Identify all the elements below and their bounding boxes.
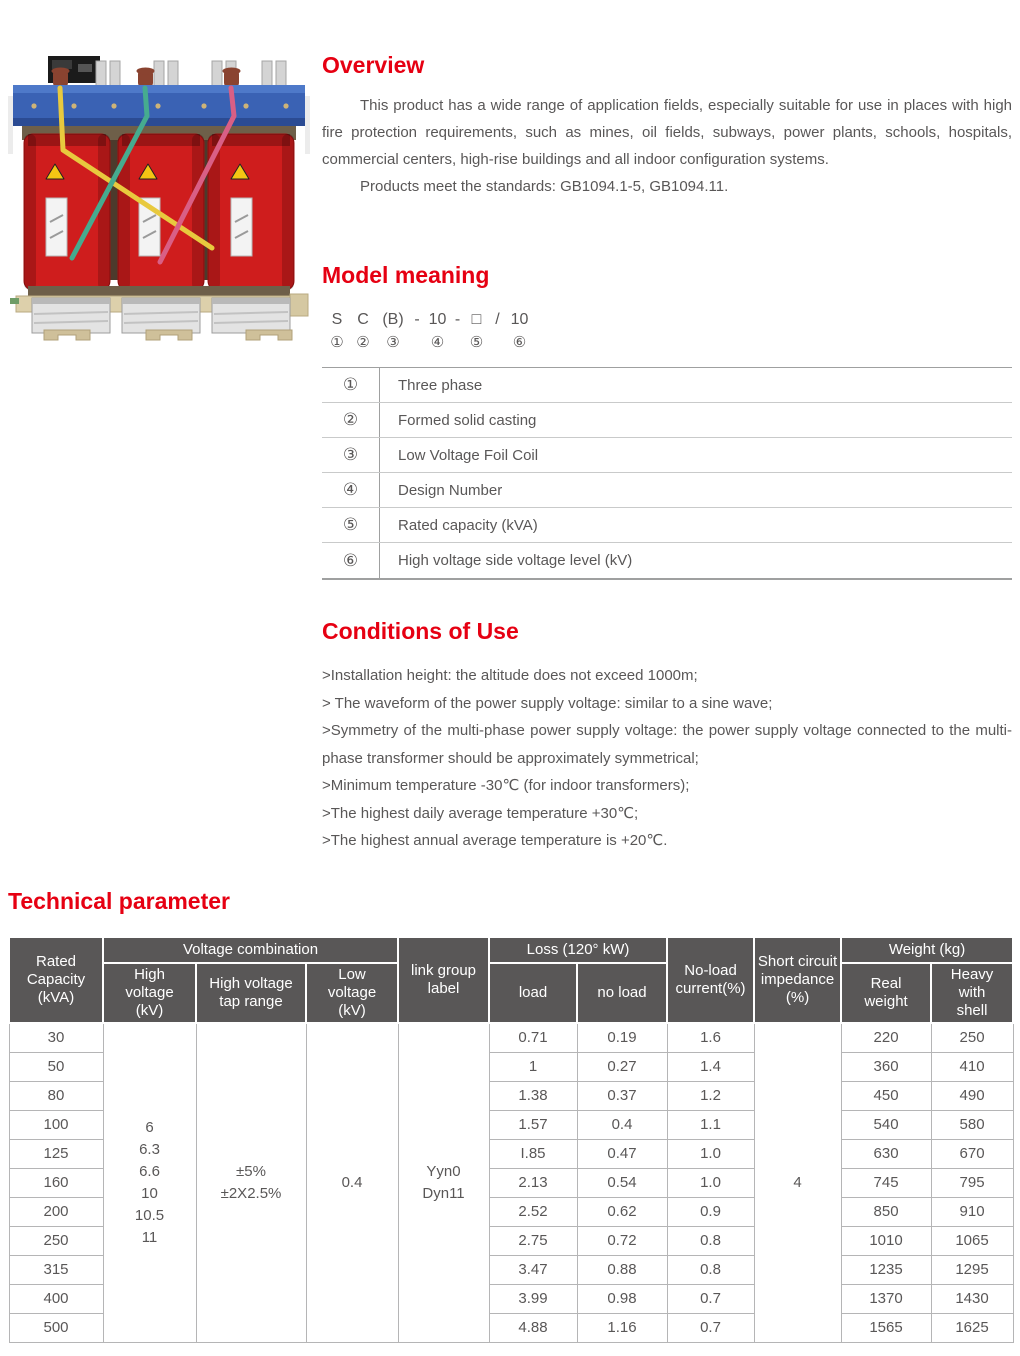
- cell-no-load-current: 1.6: [667, 1023, 754, 1052]
- cell-rated-capacity: 125: [9, 1139, 103, 1168]
- cell-link-group-merged: [398, 1023, 489, 1342]
- cell-no-load: 1.16: [577, 1313, 667, 1342]
- model-meaning-row: [322, 473, 1012, 508]
- cell-heavy-with-shell: 1065: [931, 1226, 1013, 1255]
- product-image: [8, 52, 310, 344]
- cell-heavy-with-shell: 1295: [931, 1255, 1013, 1284]
- col-header-loss: Loss (120° kW): [489, 937, 667, 963]
- transformer-photo: [8, 52, 310, 344]
- header-row-2: [9, 963, 1013, 1023]
- model-code-part: (B) ③: [382, 311, 404, 351]
- model-meaning-section: [322, 262, 1012, 580]
- cell-rated-capacity: 160: [9, 1168, 103, 1197]
- model-meaning-heading: Model meaning: [322, 262, 490, 288]
- cell-load: I.85: [489, 1139, 577, 1168]
- cell-no-load-current: 0.7: [667, 1284, 754, 1313]
- cell-no-load: 0.54: [577, 1168, 667, 1197]
- merged-value-line: ±5%: [236, 1162, 266, 1180]
- model-meaning-row: [322, 438, 1012, 473]
- cell-real-weight: 1235: [841, 1255, 931, 1284]
- cell-heavy-with-shell: 795: [931, 1168, 1013, 1197]
- col-header-high-voltage: High voltage (kV): [103, 963, 196, 1023]
- cell-real-weight: 1565: [841, 1313, 931, 1342]
- circled-number: ⑥: [322, 543, 380, 578]
- cooling-fans: [32, 298, 290, 333]
- model-code-part: 10 ④: [428, 311, 447, 351]
- row-description: Formed solid casting: [398, 411, 537, 429]
- cell-no-load: 0.98: [577, 1284, 667, 1313]
- cell-no-load: 0.47: [577, 1139, 667, 1168]
- col-header-no-load-current: No-load current(%): [667, 937, 754, 1023]
- cell-no-load: 0.27: [577, 1052, 667, 1081]
- condition-item: >Installation height: the altitude does not exceed 1000m;: [322, 667, 698, 684]
- merged-value-line: 10.5: [134, 1206, 165, 1224]
- cell-rated-capacity: 100: [9, 1110, 103, 1139]
- col-header-real-weight: Real weight: [841, 963, 931, 1023]
- model-code-part: -: [454, 311, 461, 328]
- cell-real-weight: 1370: [841, 1284, 931, 1313]
- cell-rated-capacity: 500: [9, 1313, 103, 1342]
- col-header-voltage-combination: Voltage combination: [103, 937, 398, 963]
- merged-value-line: 11: [141, 1228, 158, 1246]
- technical-parameter-heading: Technical parameter: [8, 888, 231, 914]
- cell-no-load-current: 0.7: [667, 1313, 754, 1342]
- model-meaning-row: [322, 368, 1012, 403]
- circled-number: ⑤: [322, 508, 380, 542]
- feet: [44, 330, 292, 340]
- col-header-low-voltage: Low voltage (kV): [306, 963, 398, 1023]
- merged-value-line: 6.6: [139, 1162, 160, 1180]
- cell-no-load-current: 1.2: [667, 1081, 754, 1110]
- col-header-short-circuit: Short circuit impedance (%): [754, 937, 841, 1023]
- cell-no-load: 0.88: [577, 1255, 667, 1284]
- condition-item: >Minimum temperature -30℃ (for indoor transformers);: [322, 777, 690, 794]
- cell-rated-capacity: 80: [9, 1081, 103, 1110]
- col-header-load: load: [489, 963, 577, 1023]
- standards-line: Products meet the standards: GB1094.1-5, GB1094.11.: [360, 178, 729, 195]
- cell-load: 3.99: [489, 1284, 577, 1313]
- col-header-rated-capacity: Rated Capacity (kVA): [9, 937, 103, 1023]
- cell-high-voltage-merged: [103, 1023, 196, 1342]
- row-description: Design Number: [398, 481, 503, 499]
- model-code-part: /: [495, 311, 500, 328]
- cell-real-weight: 850: [841, 1197, 931, 1226]
- model-meaning-row: [322, 508, 1012, 543]
- condition-item: >Symmetry of the multi-phase power supply voltage: the power supply voltage connected to the multi-phase transformer should be approximately symmetrical;: [322, 722, 1012, 767]
- condition-item: >The highest annual average temperature is +20℃.: [322, 832, 668, 849]
- cell-load: 4.88: [489, 1313, 577, 1342]
- col-header-tap-range: High voltage tap range: [196, 963, 306, 1023]
- merged-value-line: 6.3: [139, 1140, 160, 1158]
- row-description: Rated capacity (kVA): [398, 516, 538, 534]
- cell-real-weight: 1010: [841, 1226, 931, 1255]
- cell-no-load-current: 1.0: [667, 1168, 754, 1197]
- cell-load: 2.52: [489, 1197, 577, 1226]
- merged-value-line: 10: [141, 1184, 158, 1202]
- merged-value-line: Dyn11: [422, 1184, 465, 1202]
- cell-heavy-with-shell: 910: [931, 1197, 1013, 1226]
- cell-heavy-with-shell: 410: [931, 1052, 1013, 1081]
- condition-item: >The highest daily average temperature +30℃;: [322, 804, 639, 822]
- circled-number: ①: [322, 368, 380, 402]
- cell-load: 3.47: [489, 1255, 577, 1284]
- cell-no-load: 0.4: [577, 1110, 667, 1139]
- cell-rated-capacity: 50: [9, 1052, 103, 1081]
- model-code-part: □ ⑤: [469, 311, 484, 351]
- model-code-part: S ①: [330, 311, 344, 351]
- cell-no-load-current: 0.9: [667, 1197, 754, 1226]
- cell-heavy-with-shell: 490: [931, 1081, 1013, 1110]
- cell-no-load-current: 1.4: [667, 1052, 754, 1081]
- row-description: High voltage side voltage level (kV): [398, 552, 633, 569]
- overview-paragraph: This product has a wide range of application fields, especially suitable for use in places with high fire protection requirements, such as mines, oil fields, subways, power plants, schools, hospitals, commercial centers, high-rise buildings and all indoor configuration systems.: [322, 97, 1012, 168]
- top-beam: [13, 85, 305, 126]
- cell-load: 1: [489, 1052, 577, 1081]
- cell-load: 0.71: [489, 1023, 577, 1052]
- circled-number: ②: [322, 403, 380, 437]
- row-description: Three phase: [398, 376, 483, 394]
- cell-real-weight: 745: [841, 1168, 931, 1197]
- model-code-part: C ②: [356, 311, 370, 351]
- cell-rated-capacity: 400: [9, 1284, 103, 1313]
- overview-heading: Overview: [322, 52, 425, 78]
- conditions-section: [322, 618, 1012, 855]
- model-meaning-row: [322, 543, 1012, 578]
- overview-section: [322, 52, 1012, 200]
- cell-load: 2.75: [489, 1226, 577, 1255]
- merged-value-line: 6: [145, 1118, 154, 1136]
- circled-number: ③: [322, 438, 380, 472]
- cell-real-weight: 450: [841, 1081, 931, 1110]
- cell-real-weight: 630: [841, 1139, 931, 1168]
- cell-tap-range-merged: [196, 1023, 306, 1342]
- cell-no-load-current: 1.1: [667, 1110, 754, 1139]
- cell-heavy-with-shell: 580: [931, 1110, 1013, 1139]
- cell-real-weight: 220: [841, 1023, 931, 1052]
- model-code-part: -: [414, 311, 420, 328]
- cell-real-weight: 540: [841, 1110, 931, 1139]
- condition-item: > The waveform of the power supply voltage: similar to a sine wave;: [322, 694, 773, 712]
- model-code: [322, 308, 1012, 354]
- cell-no-load-current: 1.0: [667, 1139, 754, 1168]
- cell-heavy-with-shell: 250: [931, 1023, 1013, 1052]
- cell-no-load: 0.19: [577, 1023, 667, 1052]
- cell-short-circuit-merged: 4: [754, 1023, 841, 1342]
- cell-heavy-with-shell: 1430: [931, 1284, 1013, 1313]
- cell-low-voltage-merged: 0.4: [306, 1023, 398, 1342]
- cell-rated-capacity: 30: [9, 1023, 103, 1052]
- technical-parameter-table: [8, 936, 1014, 1343]
- cell-no-load: 0.62: [577, 1197, 667, 1226]
- col-header-heavy-with-shell: Heavy with shell: [931, 963, 1013, 1023]
- cell-heavy-with-shell: 670: [931, 1139, 1013, 1168]
- header-row-1: [9, 937, 1013, 963]
- merged-value-line: Yyn0: [426, 1162, 461, 1180]
- table-row: [9, 1023, 1013, 1052]
- cell-heavy-with-shell: 1625: [931, 1313, 1013, 1342]
- cell-no-load-current: 0.8: [667, 1226, 754, 1255]
- col-header-link-group: link group label: [398, 937, 489, 1023]
- cell-no-load: 0.37: [577, 1081, 667, 1110]
- col-header-no-load: no load: [577, 963, 667, 1023]
- conditions-heading: Conditions of Use: [322, 618, 519, 644]
- row-description: Low Voltage Foil Coil: [398, 446, 539, 464]
- model-meaning-row: [322, 403, 1012, 438]
- cell-no-load-current: 0.8: [667, 1255, 754, 1284]
- merged-value-line: ±2X2.5%: [220, 1184, 282, 1202]
- col-header-weight: Weight (kg): [841, 937, 1013, 963]
- cell-load: 2.13: [489, 1168, 577, 1197]
- cell-rated-capacity: 315: [9, 1255, 103, 1284]
- top-brackets: [96, 61, 286, 86]
- cell-rated-capacity: 200: [9, 1197, 103, 1226]
- model-code-part: 10 ⑥: [510, 311, 529, 351]
- circled-number: ④: [322, 473, 380, 507]
- technical-parameter-section: [8, 888, 1012, 1343]
- cell-real-weight: 360: [841, 1052, 931, 1081]
- cell-rated-capacity: 250: [9, 1226, 103, 1255]
- cell-load: 1.38: [489, 1081, 577, 1110]
- model-meaning-table: [322, 367, 1012, 580]
- cell-load: 1.57: [489, 1110, 577, 1139]
- cell-no-load: 0.72: [577, 1226, 667, 1255]
